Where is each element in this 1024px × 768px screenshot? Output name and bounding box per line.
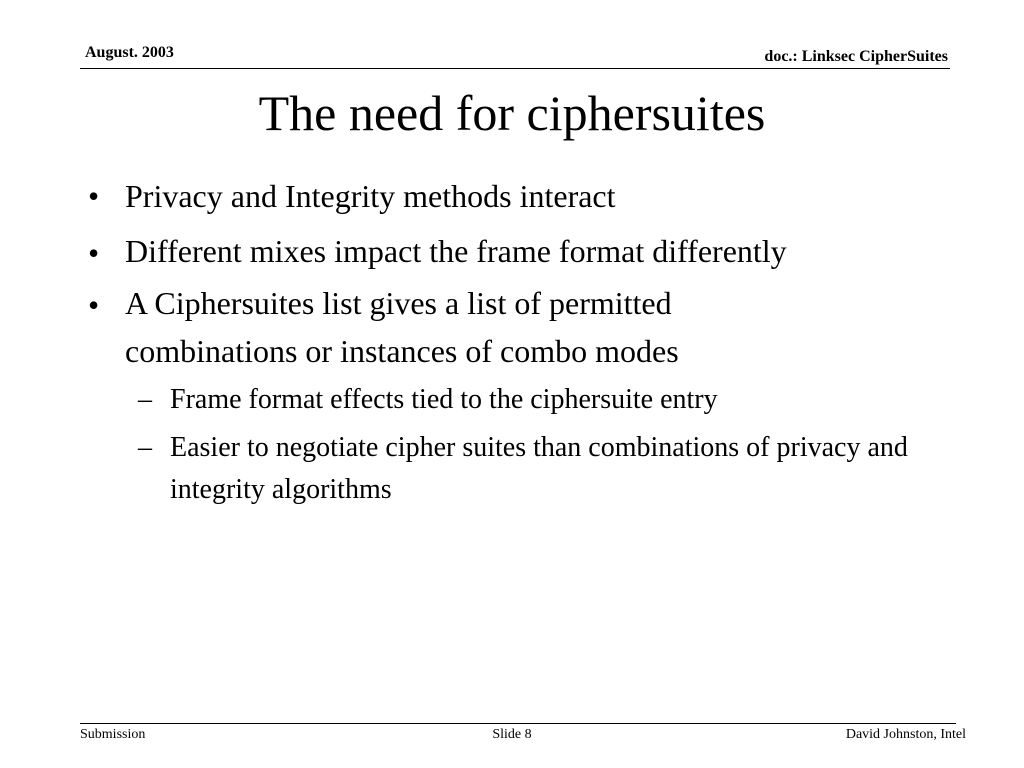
bullet-item <box>0 170 825 223</box>
sub-bullet-text: Frame format effects tied to the ciphersuite entry <box>170 384 718 415</box>
footer-author: David Johnston, Intel <box>845 727 966 742</box>
footer-submission: Submission <box>80 727 146 742</box>
bullet-item <box>0 279 825 375</box>
bullet-marker: • <box>88 287 100 323</box>
header-divider <box>80 68 950 69</box>
sub-bullet-marker: – <box>138 432 152 463</box>
bullet-list <box>0 170 1024 517</box>
sub-bullet-item <box>0 427 920 511</box>
sub-bullet-text: Easier to negotiate cipher suites than combinations of privacy and integrity algorithms <box>170 432 908 505</box>
sub-bullet-item <box>0 379 920 421</box>
header-doc-title: doc.: Linksec CipherSuites <box>764 48 948 65</box>
bullet-text: Privacy and Integrity methods interact <box>125 178 616 214</box>
slide-title: The need for ciphersuites <box>258 85 766 141</box>
footer-slide-number: Slide 8 <box>492 727 532 742</box>
bullet-text: A Ciphersuites list gives a list of permitted combinations or instances of combo modes <box>125 285 679 369</box>
footer-divider <box>80 723 956 724</box>
bullet-item <box>0 227 825 275</box>
sub-bullet-marker: – <box>138 384 152 415</box>
bullet-marker: • <box>88 178 100 214</box>
bullet-text: Different mixes impact the frame format differently <box>125 233 787 269</box>
bullet-marker: • <box>88 235 100 271</box>
header-date: August. 2003 <box>85 44 174 61</box>
